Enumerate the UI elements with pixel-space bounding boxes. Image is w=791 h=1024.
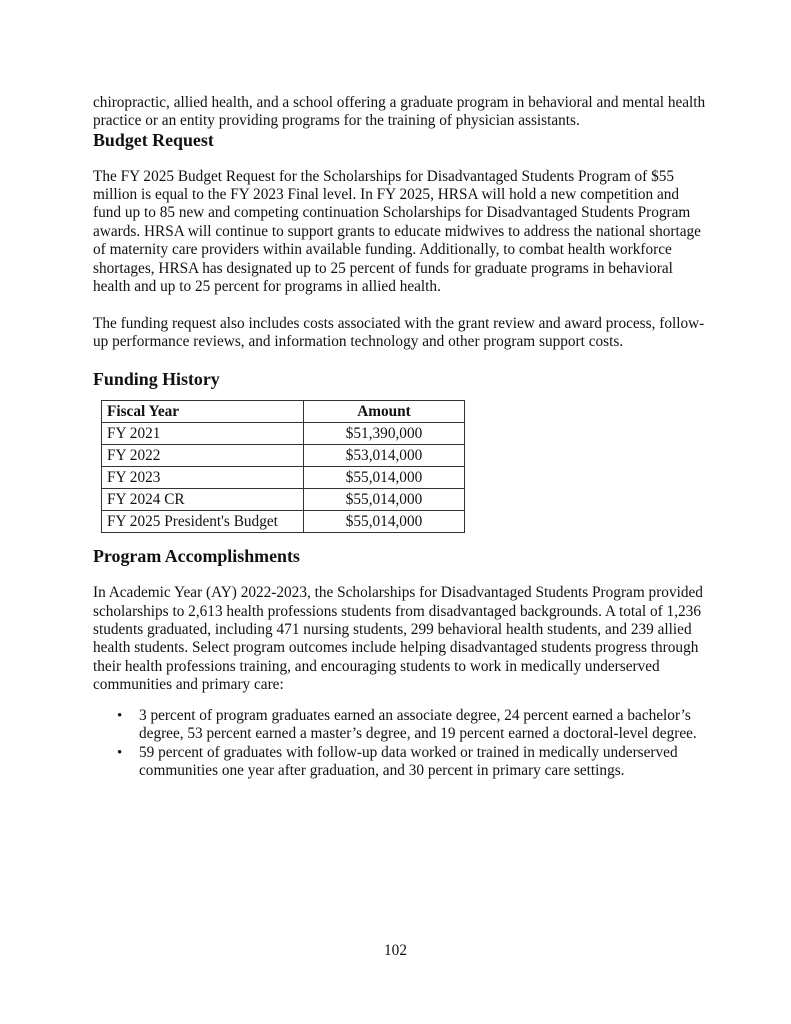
amount-cell: $53,014,000 [304, 445, 465, 467]
spacer [93, 149, 708, 167]
bullet-item [93, 744, 708, 781]
program-accomplishments-heading: Program Accomplishments [93, 546, 300, 567]
spacer [93, 566, 708, 584]
amount-cell: $51,390,000 [304, 423, 465, 445]
amount-cell: $55,014,000 [304, 489, 465, 511]
column-header-amount: Amount [304, 401, 465, 423]
spacer [93, 296, 708, 314]
amount-cell: $55,014,000 [304, 467, 465, 489]
table-row [102, 423, 465, 445]
spacer [93, 352, 708, 370]
bullet-icon: • [117, 707, 123, 724]
budget-request-heading: Budget Request [93, 129, 214, 150]
budget-request-paragraph-1: The FY 2025 Budget Request for the Scholarships for Disadvantaged Students Program of $55 million is equal to the FY 2023 Final level. In FY 2025, HRSA will hold a new competition and fund up to 85 new and competing continuation Scholarships for Disadvantaged Students Program awards. HRSA will continue to support grants to educate midwives to address the national shortage of maternity care providers within available funding. Additionally, to combat health workforce shortages, HRSA has designated up to 25 percent of funds for graduate programs in behavioral health and up to 25 percent for programs in allied health. [93, 167, 701, 296]
fiscal-year-cell: FY 2022 [102, 445, 304, 467]
bullet-item [93, 707, 708, 744]
bullet-text: 3 percent of program graduates earned an associate degree, 24 percent earned a bachelor’s degree, 53 percent earned a master’s degree, and 19 percent earned a doctoral-level degree. [139, 706, 697, 743]
bullet-text: 59 percent of graduates with follow-up data worked or trained in medically underserved communities one year after graduation, and 30 percent in primary care settings. [139, 743, 678, 779]
fiscal-year-cell: FY 2025 President's Budget [102, 511, 304, 533]
table-row [102, 511, 465, 533]
program-accomplishments-paragraph: In Academic Year (AY) 2022-2023, the Scholarships for Disadvantaged Students Program provided scholarships to 2,613 health professions students from disadvantaged backgrounds. A total of 1,236 students graduated, including 471 nursing students, 299 behavioral health students, and 239 allied health students. Select program outcomes include helping disadvantaged students progress through their health professions training, and encouraging students to work in medically underserved communities and primary care: [93, 584, 703, 694]
bullet-icon: • [117, 744, 123, 761]
table-header-row [102, 401, 465, 423]
spacer [93, 533, 708, 547]
intro-continuation-paragraph: chiropractic, allied health, and a school offering a graduate program in behavioral and mental health practice or an entity providing programs for the training of physician assistants. [93, 94, 706, 130]
spacer [93, 695, 708, 707]
document-page [93, 94, 708, 780]
fiscal-year-cell: FY 2021 [102, 423, 304, 445]
column-header-fiscal-year: Fiscal Year [102, 401, 304, 423]
page-number: 102 [384, 942, 407, 959]
fiscal-year-cell: FY 2024 CR [102, 489, 304, 511]
table-row [102, 467, 465, 489]
table-row [102, 445, 465, 467]
amount-cell: $55,014,000 [304, 511, 465, 533]
table-row [102, 489, 465, 511]
funding-history-table [101, 400, 465, 533]
budget-request-paragraph-2: The funding request also includes costs associated with the grant review and award process, follow-up performance reviews, and information technology and other program support costs. [93, 314, 705, 351]
fiscal-year-cell: FY 2023 [102, 467, 304, 489]
accomplishments-bullet-list [93, 707, 708, 781]
funding-history-heading: Funding History [93, 369, 220, 390]
